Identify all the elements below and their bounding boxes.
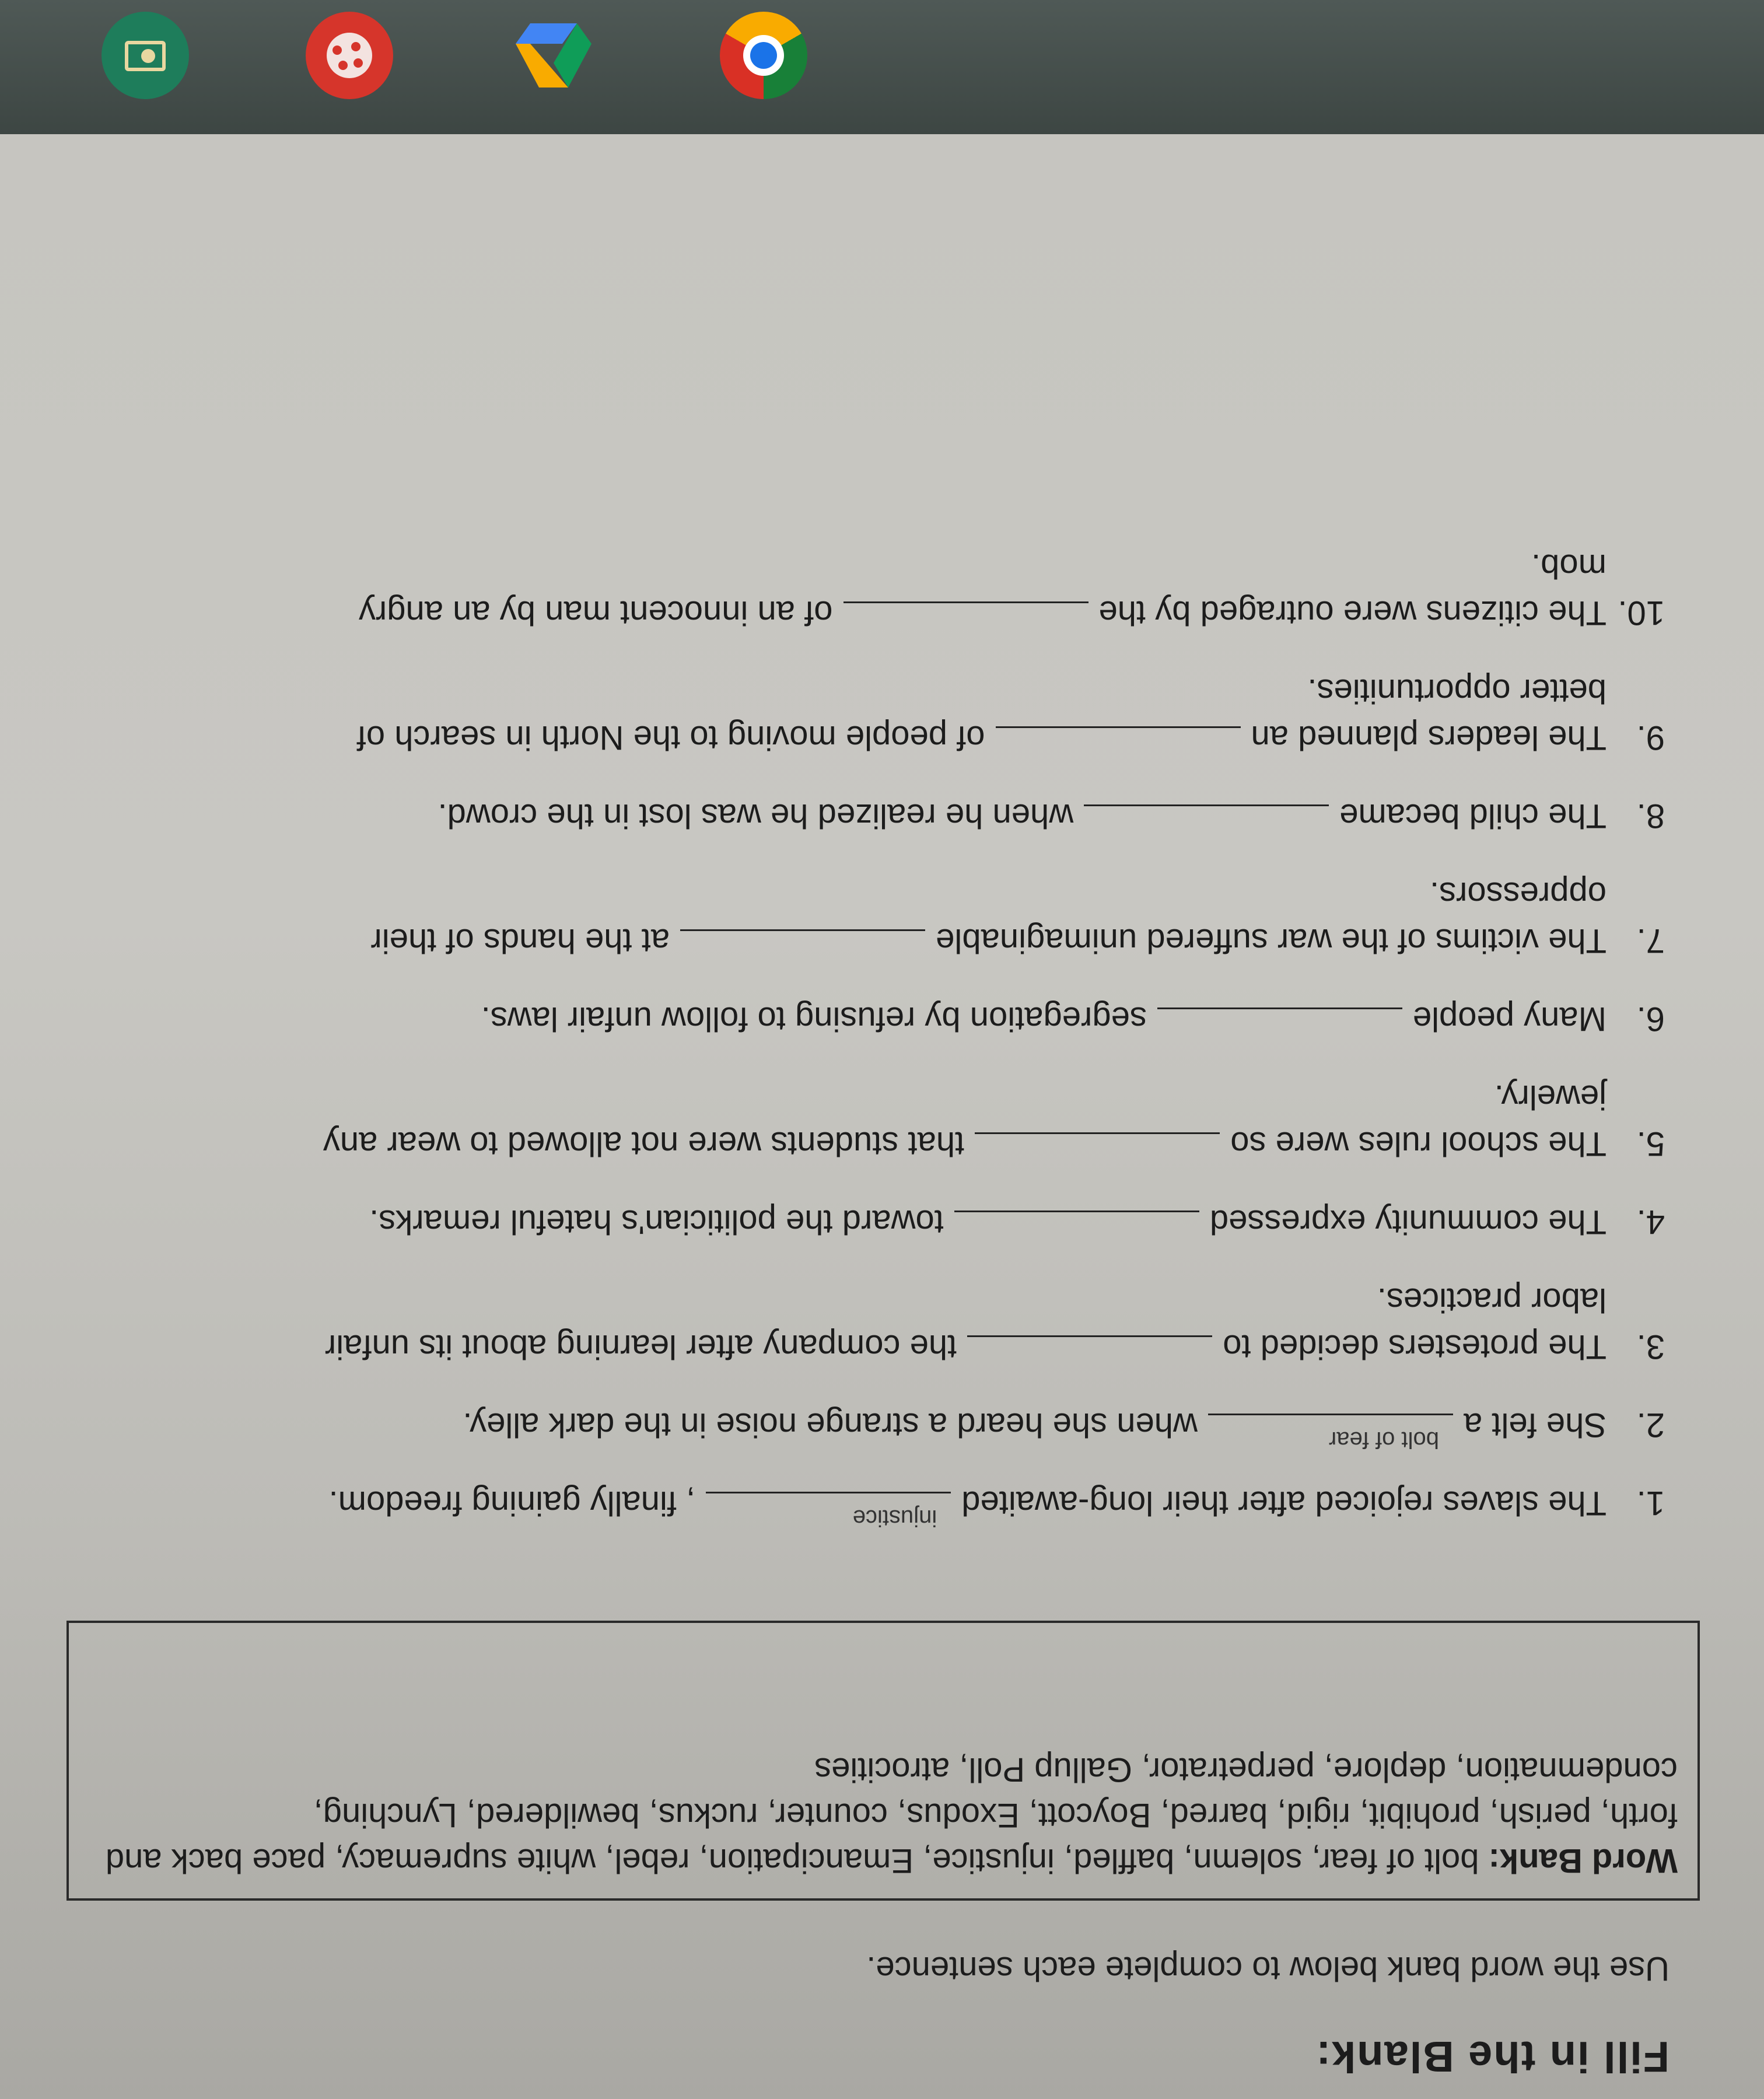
word-bank-words: bolt of fear, solemn, baffled, injustice, Emancipation, rebel, white supremacy, pace back and forth, perish, prohibit, rigid, barred, Boycott, Exodus, counter, ruckus, bewildered, Lynching, condemnation, deplore, perpetrator, Gallup Poll, atrocities bbox=[105, 1751, 1678, 1880]
question-item bbox=[55, 1479, 1665, 1531]
worksheet-instructions: Use the word bank below to complete each sentence. bbox=[866, 1950, 1670, 1988]
question-number: 5. bbox=[1636, 1125, 1665, 1163]
question-item bbox=[55, 870, 1665, 965]
question-text-after: of people moving to the North in search of bbox=[356, 719, 985, 757]
question-text-continuation: better opportunities. bbox=[1307, 672, 1606, 710]
question-text-continuation: mob. bbox=[1531, 547, 1606, 585]
question-number: 4. bbox=[1636, 1203, 1665, 1241]
question-item bbox=[55, 667, 1665, 762]
question-number: 7. bbox=[1636, 922, 1665, 960]
worksheet-document bbox=[0, 134, 1764, 2099]
google-classroom-icon[interactable] bbox=[102, 12, 189, 99]
question-number: 3. bbox=[1636, 1328, 1665, 1366]
question-text-before: The slaves rejoiced after their long-awaited bbox=[961, 1484, 1606, 1522]
question-item bbox=[55, 543, 1665, 637]
question-text-before: The citizens were outraged by the bbox=[1098, 594, 1606, 632]
question-text-after: at the hands of their bbox=[370, 922, 670, 960]
answer-blank[interactable] bbox=[975, 1132, 1220, 1168]
answer-blank[interactable] bbox=[1157, 1007, 1402, 1043]
answer-blank[interactable] bbox=[967, 1335, 1212, 1371]
question-text-before: She felt a bbox=[1463, 1406, 1606, 1444]
answer-blank[interactable] bbox=[680, 929, 925, 965]
question-text-after: , finally gaining freedom. bbox=[328, 1484, 696, 1522]
question-text-after: when she heard a strange noise in the dark alley. bbox=[463, 1406, 1198, 1444]
question-text-after: the company after learning about its unfair bbox=[324, 1328, 957, 1366]
question-text-continuation: jewelry. bbox=[1494, 1078, 1606, 1116]
answer-blank[interactable] bbox=[844, 601, 1088, 637]
question-text-before: The community expressed bbox=[1209, 1203, 1606, 1241]
question-number: 9. bbox=[1636, 719, 1665, 757]
question-text-continuation: labor practices. bbox=[1377, 1281, 1606, 1319]
question-number: 10. bbox=[1618, 594, 1665, 632]
question-item bbox=[55, 1276, 1665, 1371]
google-drive-icon[interactable] bbox=[510, 12, 597, 99]
handwritten-answer: injustice bbox=[852, 1505, 937, 1531]
question-number: 2. bbox=[1636, 1406, 1665, 1444]
question-item bbox=[55, 792, 1665, 840]
answer-blank[interactable] bbox=[1208, 1414, 1453, 1453]
question-text-continuation: oppressors. bbox=[1429, 875, 1606, 913]
chromeos-shelf bbox=[0, 0, 1764, 134]
question-item bbox=[55, 1401, 1665, 1453]
question-number: 6. bbox=[1636, 1000, 1665, 1038]
google-chrome-icon[interactable] bbox=[720, 12, 807, 99]
word-bank-box bbox=[66, 1621, 1700, 1901]
question-text-before: The protesters decided to bbox=[1223, 1328, 1606, 1366]
question-text-after: that students were not allowed to wear any bbox=[323, 1125, 965, 1163]
question-list bbox=[55, 512, 1665, 1531]
question-item bbox=[55, 1073, 1665, 1168]
question-text-after: toward the politician's hateful remarks. bbox=[369, 1203, 944, 1241]
question-number: 1. bbox=[1636, 1484, 1665, 1522]
question-text-after: of an innocent man by an angry bbox=[358, 594, 833, 632]
question-text-before: The child became bbox=[1339, 797, 1606, 835]
question-text-before: The school rules were so bbox=[1230, 1125, 1606, 1163]
word-bank-label: Word Bank: bbox=[1488, 1842, 1678, 1880]
answer-blank[interactable] bbox=[1084, 804, 1329, 840]
answer-blank[interactable] bbox=[706, 1492, 951, 1531]
question-text-before: Many people bbox=[1412, 1000, 1606, 1038]
question-number: 8. bbox=[1636, 797, 1665, 835]
answer-blank[interactable] bbox=[954, 1211, 1199, 1246]
answer-blank[interactable] bbox=[996, 726, 1241, 762]
question-item bbox=[55, 1198, 1665, 1246]
handwritten-answer: bolt of fear bbox=[1328, 1427, 1439, 1453]
question-text-before: The victims of the war suffered unimaginable bbox=[936, 922, 1606, 960]
worksheet-title: Fill in the Blank: bbox=[1315, 2032, 1670, 2081]
question-text-before: The leaders planned an bbox=[1251, 719, 1606, 757]
question-text-after: when he realized he was lost in the crowd. bbox=[438, 797, 1074, 835]
question-text-after: segregation by refusing to follow unfair laws. bbox=[481, 1000, 1147, 1038]
art-palette-icon[interactable] bbox=[306, 12, 393, 99]
question-item bbox=[55, 995, 1665, 1043]
